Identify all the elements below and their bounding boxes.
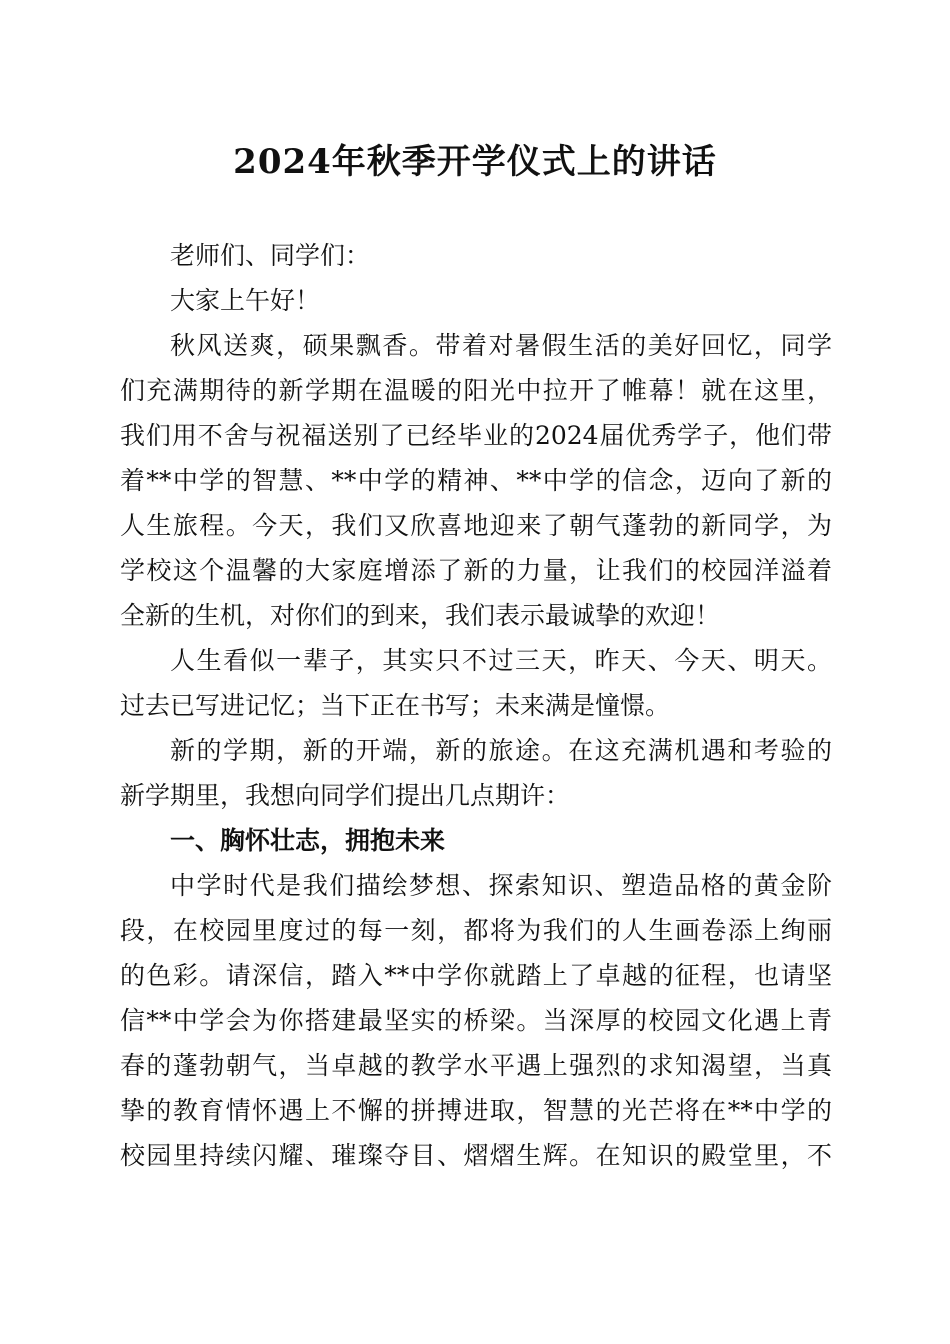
paragraph-line: 人生旅程。今天，我们又欣喜地迎来了朝气蓬勃的新同学，为 xyxy=(120,511,832,540)
paragraph-line: 全新的生机，对你们的到来，我们表示最诚挚的欢迎！ xyxy=(120,601,721,630)
document-body xyxy=(120,233,832,1178)
paragraph-line: 着**中学的智慧、**中学的精神、**中学的信念，迈向了新的 xyxy=(120,466,832,495)
paragraph-line: 挚的教育情怀遇上不懈的拼搏进取，智慧的光芒将在**中学的 xyxy=(120,1096,832,1125)
paragraph-line: 春的蓬勃朝气，当卓越的教学水平遇上强烈的求知渴望，当真 xyxy=(120,1051,832,1080)
paragraph-line: 校园里持续闪耀、璀璨夺目、熠熠生辉。在知识的殿堂里，不 xyxy=(120,1141,832,1170)
paragraph-line: 过去已写进记忆；当下正在书写；未来满是憧憬。 xyxy=(120,691,671,720)
section-heading: 一、胸怀壮志，拥抱未来 xyxy=(170,826,446,855)
paragraph-line: 们充满期待的新学期在温暖的阳光中拉开了帷幕！就在这里， xyxy=(120,376,832,405)
paragraph-line: 信**中学会为你搭建最坚实的桥梁。当深厚的校园文化遇上青 xyxy=(120,1006,832,1035)
paragraph-line: 人生看似一辈子，其实只不过三天，昨天、今天、明天。 xyxy=(170,646,832,675)
paragraph-line: 秋风送爽，硕果飘香。带着对暑假生活的美好回忆，同学 xyxy=(170,331,832,360)
paragraph-line: 中学时代是我们描绘梦想、探索知识、塑造品格的黄金阶 xyxy=(170,871,832,900)
paragraph-line: 的色彩。请深信，踏入**中学你就踏上了卓越的征程，也请坚 xyxy=(120,961,832,990)
greeting-line: 大家上午好！ xyxy=(170,286,321,315)
document-title: 2024年秋季开学仪式上的讲话 xyxy=(233,142,717,182)
salutation-line: 老师们、同学们： xyxy=(170,241,371,270)
paragraph-line: 新学期里，我想向同学们提出几点期许： xyxy=(120,781,571,810)
paragraph-line: 我们用不舍与祝福送别了已经毕业的2024届优秀学子，他们带 xyxy=(120,421,832,450)
paragraph-line: 段，在校园里度过的每一刻，都将为我们的人生画卷添上绚丽 xyxy=(120,916,832,945)
paragraph-line: 新的学期，新的开端，新的旅途。在这充满机遇和考验的 xyxy=(170,736,832,765)
paragraph-line: 学校这个温馨的大家庭增添了新的力量，让我们的校园洋溢着 xyxy=(120,556,832,585)
